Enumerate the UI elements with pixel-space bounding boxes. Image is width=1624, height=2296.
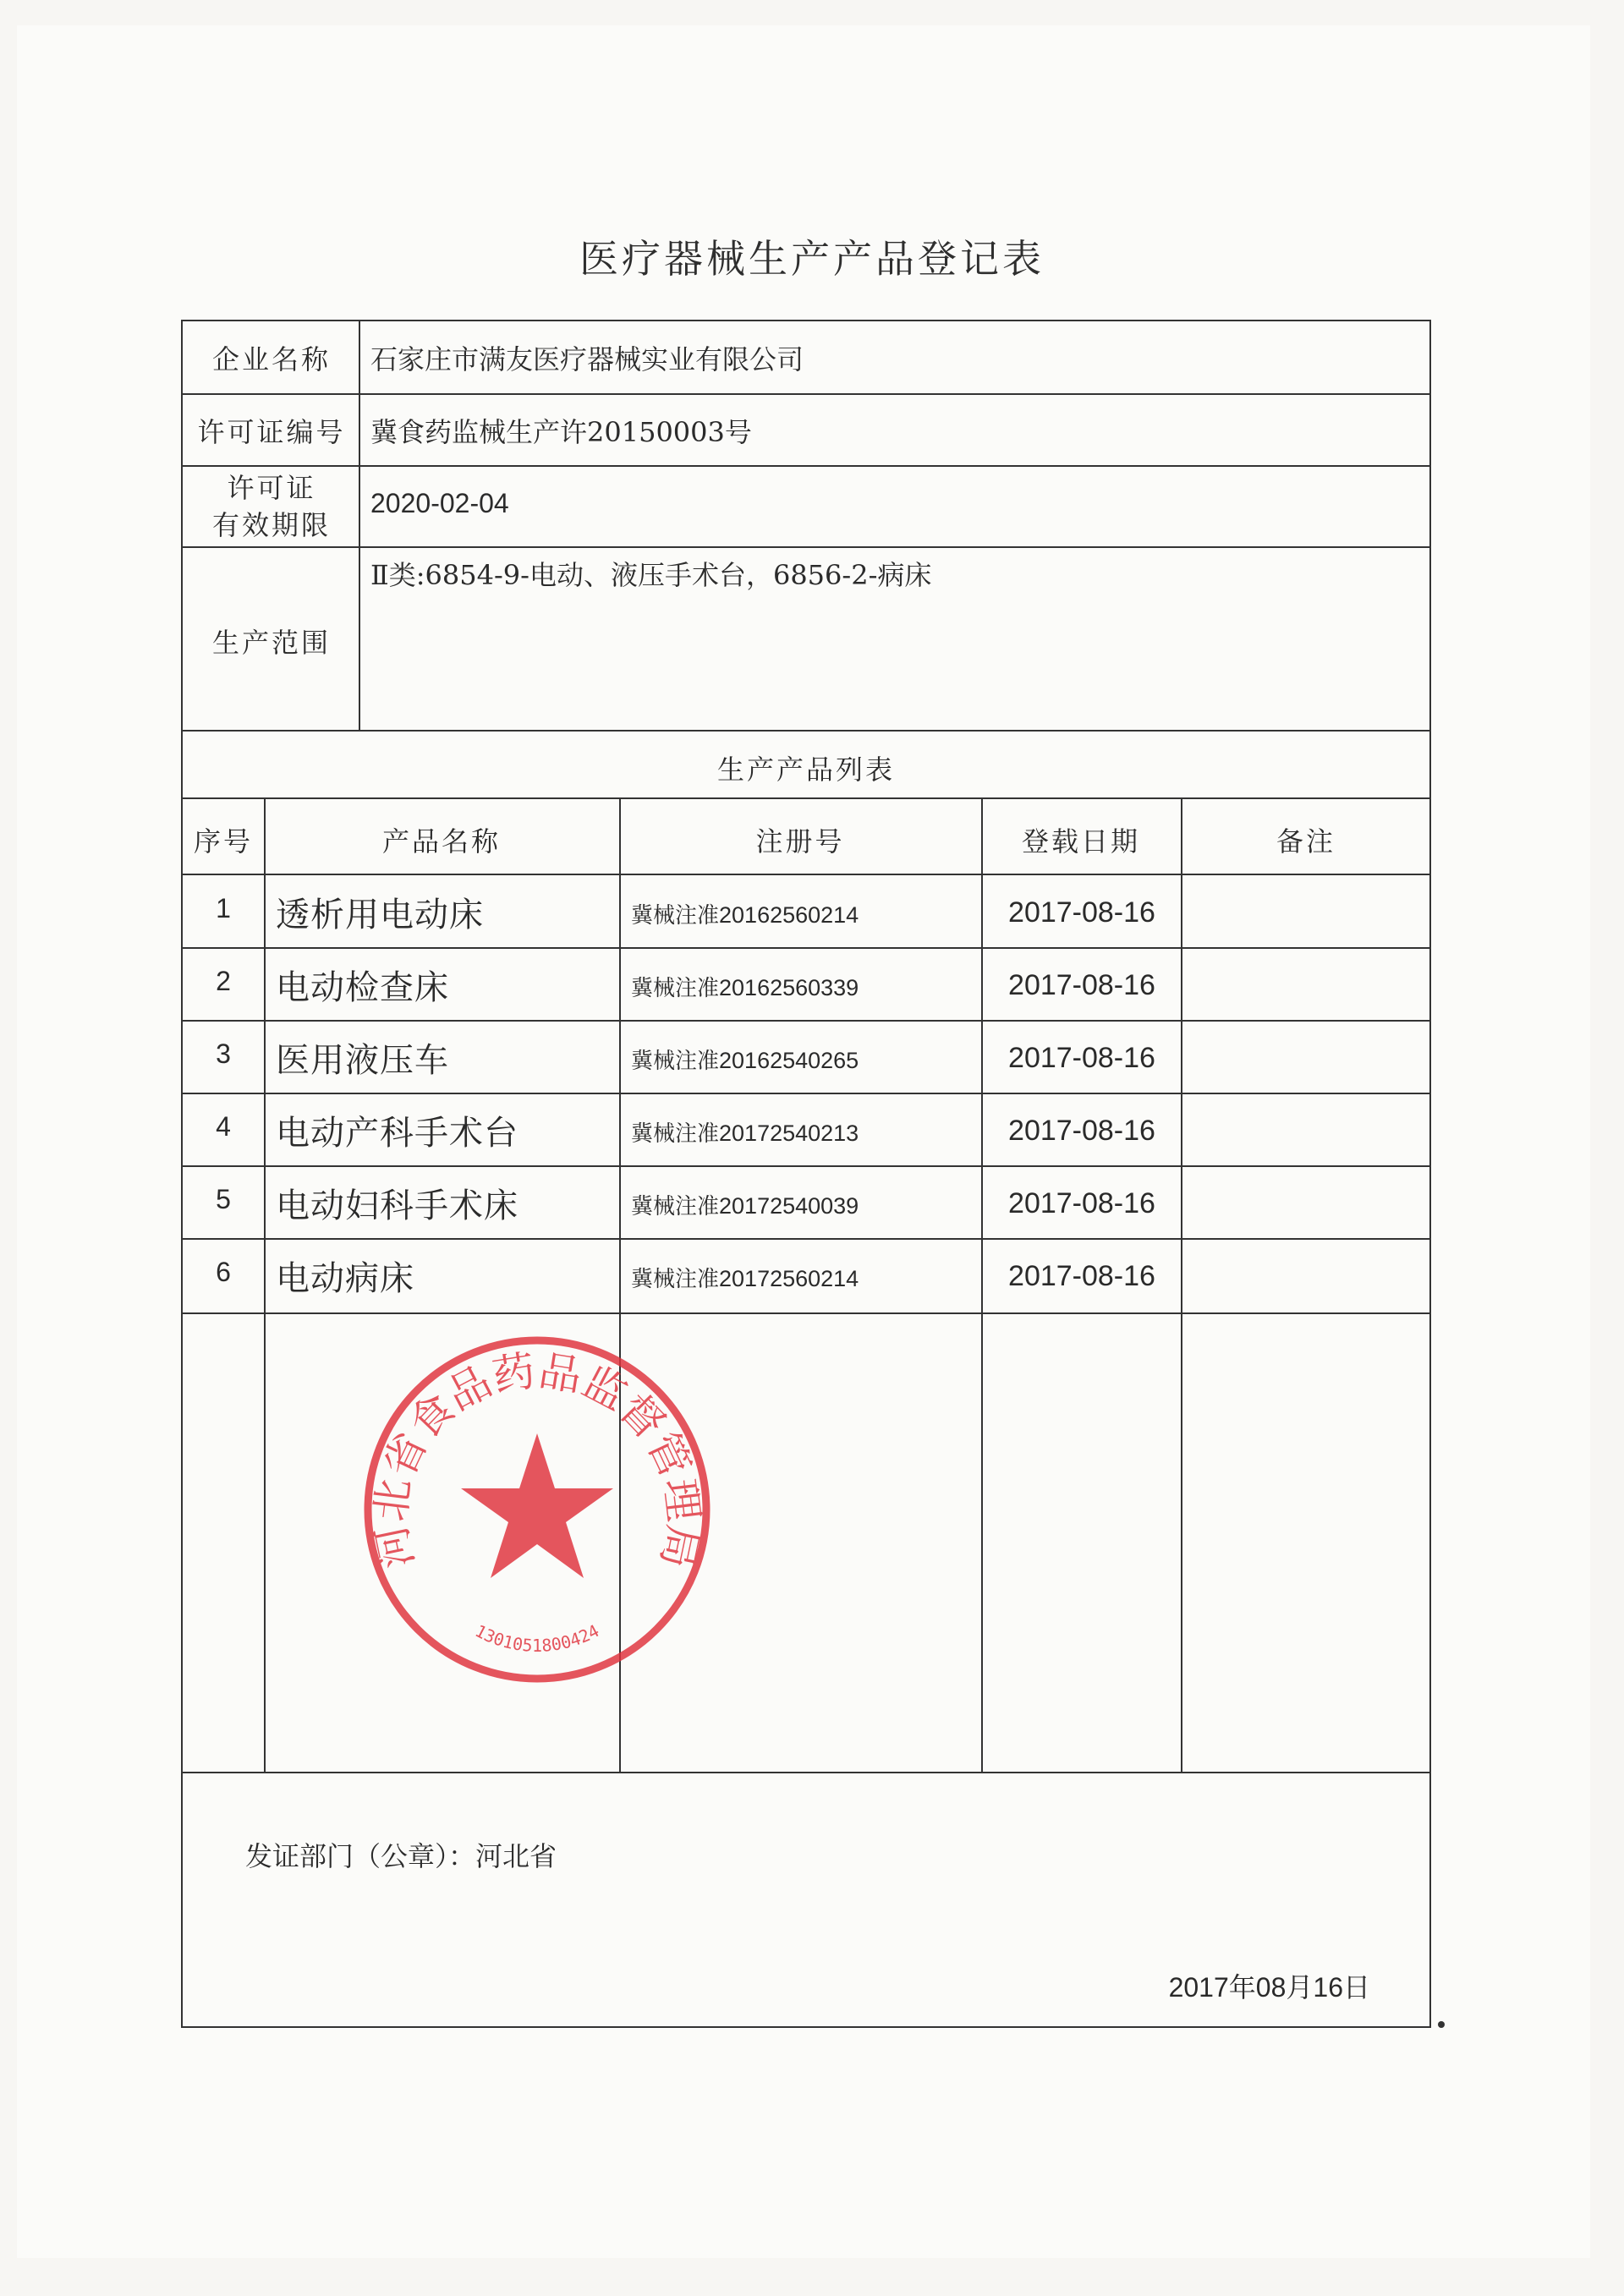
row-date: 2017-08-16 bbox=[1008, 969, 1155, 1001]
row-index: 3 bbox=[216, 1038, 231, 1069]
year-char: 年 bbox=[1228, 1971, 1256, 2003]
row-date: 2017-08-16 bbox=[1008, 1042, 1155, 1074]
reg-prefix: 冀械注准 bbox=[631, 1121, 720, 1147]
row-date: 2017-08-16 bbox=[1008, 1260, 1155, 1292]
row-divider bbox=[183, 797, 1429, 799]
row-registration-no bbox=[631, 1116, 859, 1148]
header-registration-no: 注册号 bbox=[755, 825, 845, 858]
row-divider bbox=[183, 1238, 1429, 1240]
reg-number: 20172540039 bbox=[719, 1193, 859, 1219]
row-divider bbox=[183, 1312, 1429, 1314]
scope-label: 生产范围 bbox=[211, 627, 331, 659]
reg-prefix: 冀械注准 bbox=[631, 903, 720, 929]
validity-date: 2020-02-04 bbox=[370, 488, 509, 518]
row-index: 2 bbox=[216, 966, 231, 996]
reg-prefix: 冀械注准 bbox=[631, 1194, 720, 1219]
header-product-name: 产品名称 bbox=[381, 825, 501, 858]
issue-day: 16 bbox=[1313, 1972, 1343, 2003]
enterprise-name: 石家庄市满友医疗器械实业有限公司 bbox=[370, 343, 804, 375]
product-list-title: 生产产品列表 bbox=[716, 753, 895, 786]
column-divider bbox=[981, 797, 983, 1772]
issue-year: 2017 bbox=[1168, 1972, 1229, 2003]
row-date: 2017-08-16 bbox=[1008, 896, 1155, 929]
header-date: 登载日期 bbox=[1021, 825, 1140, 858]
issuer-label: 发证部门（公章）： bbox=[245, 1840, 476, 1872]
issuer-value: 河北省 bbox=[475, 1840, 557, 1872]
row-registration-no bbox=[631, 971, 859, 1002]
header-note: 备注 bbox=[1276, 825, 1336, 858]
official-seal bbox=[355, 1328, 719, 1691]
row-divider bbox=[183, 465, 1429, 467]
reg-number: 20172560214 bbox=[719, 1266, 859, 1291]
reg-prefix: 冀械注准 bbox=[631, 1049, 720, 1074]
scope-value: Ⅱ类:6854-9-电动、液压手术台，6856-2-病床 bbox=[370, 559, 932, 591]
reg-number: 20162560214 bbox=[719, 902, 859, 928]
row-divider bbox=[183, 393, 1429, 395]
validity-label-line2: 有效期限 bbox=[211, 509, 331, 541]
ink-dot bbox=[1438, 2021, 1445, 2028]
reg-number: 20162540265 bbox=[719, 1048, 859, 1073]
row-registration-no bbox=[631, 898, 859, 929]
license-number: 冀食药监械生产许20150003号 bbox=[370, 416, 752, 448]
row-date: 2017-08-16 bbox=[1008, 1187, 1155, 1219]
row-divider bbox=[183, 947, 1429, 949]
reg-number: 20162560339 bbox=[719, 975, 859, 1000]
row-product-name: 医用液压车 bbox=[276, 1041, 449, 1080]
issuing-authority bbox=[245, 1835, 557, 1874]
license-label: 许可证编号 bbox=[197, 416, 346, 448]
row-divider bbox=[183, 1020, 1429, 1022]
column-divider bbox=[1181, 797, 1182, 1772]
row-registration-no bbox=[631, 1189, 859, 1220]
header-index: 序号 bbox=[193, 825, 253, 858]
row-index: 5 bbox=[216, 1184, 231, 1214]
table-bottom-line bbox=[183, 1772, 1429, 1773]
row-product-name: 电动妇科手术床 bbox=[276, 1186, 518, 1225]
seal-text-path: 河北省食品药品监督管理局 bbox=[365, 1345, 709, 1573]
issue-month: 08 bbox=[1255, 1972, 1287, 2003]
seal-star bbox=[461, 1433, 613, 1578]
seal-code-path: 1301051800424 bbox=[471, 1620, 603, 1656]
reg-number: 20172540213 bbox=[719, 1121, 859, 1146]
row-product-name: 电动病床 bbox=[276, 1259, 414, 1298]
month-char: 月 bbox=[1286, 1971, 1314, 2003]
enterprise-label: 企业名称 bbox=[211, 343, 331, 375]
row-product-name: 电动检查床 bbox=[276, 968, 449, 1007]
column-divider bbox=[264, 797, 266, 1772]
validity-label-line1: 许可证 bbox=[227, 472, 316, 504]
validity-label bbox=[183, 469, 360, 544]
registration-form bbox=[181, 320, 1431, 2028]
row-date: 2017-08-16 bbox=[1008, 1115, 1155, 1147]
reg-prefix: 冀械注准 bbox=[631, 1267, 720, 1292]
row-divider bbox=[183, 1165, 1429, 1167]
day-char: 日 bbox=[1342, 1971, 1370, 2003]
row-divider bbox=[183, 730, 1429, 732]
row-divider bbox=[183, 1093, 1429, 1094]
issue-date bbox=[1169, 1966, 1370, 2005]
document-title: 医疗器械生产产品登记表 bbox=[579, 236, 1045, 282]
reg-prefix: 冀械注准 bbox=[631, 976, 720, 1001]
row-registration-no bbox=[631, 1262, 859, 1293]
row-divider bbox=[183, 546, 1429, 548]
row-index: 4 bbox=[216, 1111, 231, 1142]
row-index: 1 bbox=[216, 893, 231, 923]
seal-code bbox=[472, 1620, 602, 1656]
row-product-name: 电动产科手术台 bbox=[276, 1114, 518, 1153]
row-index: 6 bbox=[216, 1257, 231, 1287]
row-registration-no bbox=[631, 1044, 859, 1075]
row-product-name: 透析用电动床 bbox=[276, 896, 484, 934]
row-divider bbox=[183, 874, 1429, 875]
